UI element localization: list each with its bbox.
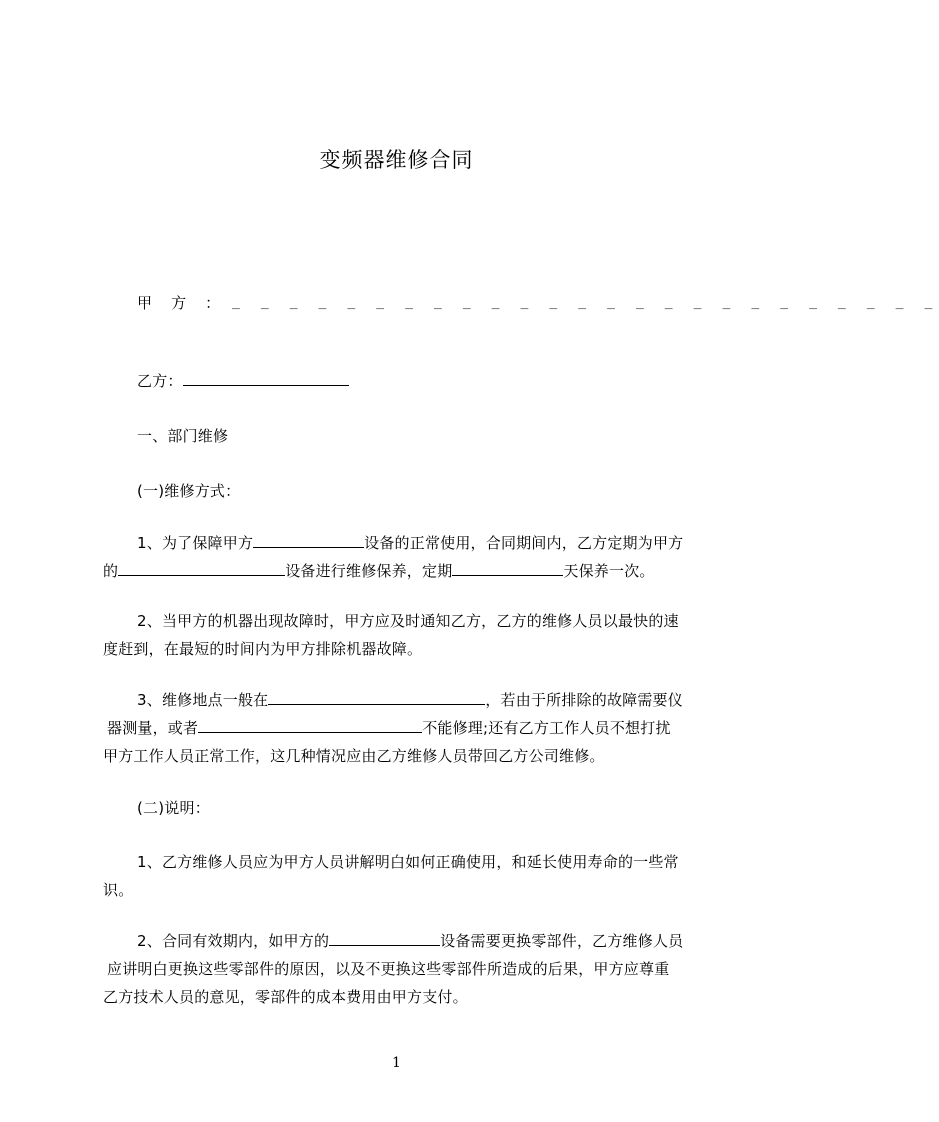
paragraph-line: 2、当甲方的机器出现故障时，甲方应及时通知乙方，乙方的维修人员以最快的速 xyxy=(137,612,679,630)
contract-title: 变频器维修合同 xyxy=(319,148,474,172)
text: 天保养一次。 xyxy=(563,562,655,580)
text: 的 xyxy=(103,562,119,580)
text: 设备进行维修保养，定期 xyxy=(285,562,453,580)
paragraph-line: 度赶到，在最短的时间内为甲方排除机器故障。 xyxy=(103,640,423,658)
subsection-heading-2: (二)说明： xyxy=(137,799,210,817)
party-b-label: 乙方： xyxy=(137,372,183,390)
blank-field xyxy=(268,689,485,705)
blank-field xyxy=(253,532,364,548)
party-b-blank xyxy=(183,370,349,386)
paragraph-line xyxy=(103,560,707,582)
subsection-heading-1: (一)维修方式： xyxy=(137,482,241,500)
page-number: 1 xyxy=(392,1055,401,1071)
paragraph-line: 乙方技术人员的意见，零部件的成本费用由甲方支付。 xyxy=(103,988,468,1006)
text: 2、合同有效期内，如甲方的 xyxy=(137,932,330,950)
paragraph-line xyxy=(137,930,707,952)
text: 器测量，或者 xyxy=(107,719,199,737)
text: 1、为了保障甲方 xyxy=(137,534,254,552)
paragraph-line: 应讲明白更换这些零部件的原因，以及不更换这些零部件所造成的后果，甲方应尊重 xyxy=(107,960,670,978)
blank-field xyxy=(452,560,563,576)
paragraph-line: 识。 xyxy=(103,881,134,899)
text: ，若由于所排除的故障需要仪 xyxy=(485,691,683,709)
blank-field xyxy=(118,560,285,576)
blank-field xyxy=(329,930,440,946)
party-a-blank: _ _ _ _ _ _ _ _ _ _ _ _ _ _ _ _ _ _ _ _ _ _ _ _ _ xyxy=(232,295,939,310)
text: 设备的正常使用，合同期间内，乙方定期为甲方 xyxy=(364,534,684,552)
paragraph-line xyxy=(107,717,711,739)
party-a-label: 甲 方 ： xyxy=(137,294,221,312)
party-a-line xyxy=(137,292,939,314)
text: 3、维修地点一般在 xyxy=(137,691,269,709)
paragraph-line: 1、乙方维修人员应为甲方人员讲解明白如何正确使用，和延长使用寿命的一些常 xyxy=(137,853,679,871)
section-heading: 一、部门维修 xyxy=(137,427,229,445)
paragraph-line xyxy=(137,532,707,554)
party-b-line xyxy=(137,370,741,392)
paragraph-line xyxy=(137,689,707,711)
text: 设备需要更换零部件，乙方维修人员 xyxy=(440,932,684,950)
blank-field xyxy=(198,717,422,733)
text: 不能修理;还有乙方工作人员不想打扰 xyxy=(422,719,671,737)
paragraph-line: 甲方工作人员正常工作，这几种情况应由乙方维修人员带回乙方公司维修。 xyxy=(103,747,605,765)
